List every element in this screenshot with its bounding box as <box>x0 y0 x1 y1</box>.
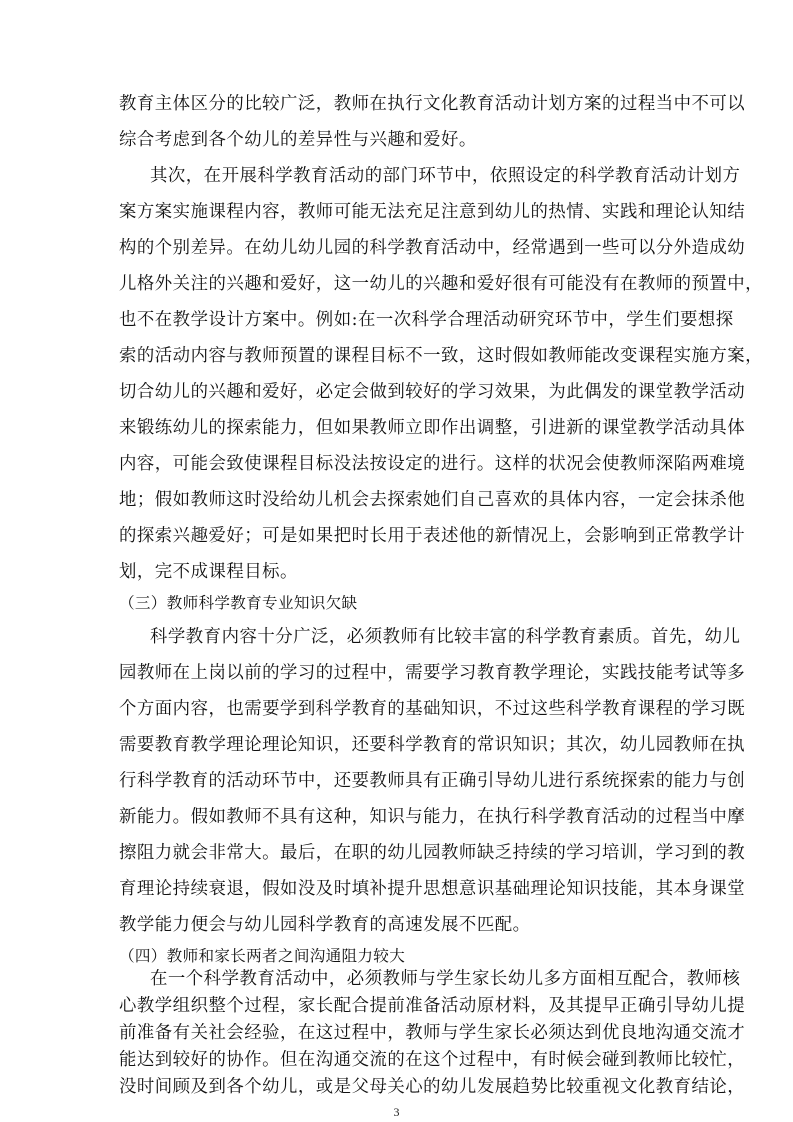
text-line: 的探索兴趣爱好；可是如果把时长用于表述他的新情况上，会影响到正常教学计 <box>119 526 746 546</box>
text-line: 地；假如教师这时没给幼儿机会去探索她们自己喜欢的具体内容，一定会抹杀他 <box>119 490 746 510</box>
paragraph-first-line: 其次，在开展科学教育活动的部门环节中，依照设定的科学教育活动计划方 <box>150 166 741 186</box>
text-line: 育理论持续衰退，假如没及时填补提升思想意识基础理论知识技能，其本身课堂 <box>119 879 746 899</box>
text-line: 来锻练幼儿的探索能力，但如果教师立即作出调整，引进新的课堂教学活动具体 <box>119 418 746 438</box>
paragraph-first-line: 科学教育内容十分广泛，必须教师有比较丰富的科学教育素质。首先，幼儿 <box>150 627 741 647</box>
text-line: 儿格外关注的兴趣和爱好，这一幼儿的兴趣和爱好很有可能没有在教师的预置中， <box>119 274 764 294</box>
text-line: 索的活动内容与教师预置的课程目标不一致，这时假如教师能改变课程实施方案， <box>119 346 764 366</box>
text-line: 个方面内容，也需要学到科学教育的基础知识，不过这些科学教育课程的学习既 <box>119 699 746 719</box>
text-line: 案方案实施课程内容，教师可能无法充足注意到幼儿的热情、实践和理论认知结 <box>119 202 746 222</box>
text-line: 没时间顾及到各个幼儿，或是父母关心的幼儿发展趋势比较重视文化教育结论， <box>119 1077 746 1097</box>
text-line: 需要教育教学理论理论知识，还要科学教育的常识知识；其次，幼儿园教师在执 <box>119 735 746 755</box>
section-heading: （四）教师和家长两者之间沟通阻力较大 <box>119 947 406 965</box>
text-line: 内容，可能会致使课程目标没法按设定的进行。这样的状况会使教师深陷两难境 <box>119 454 746 474</box>
text-line: 综合考虑到各个幼儿的差异性与兴趣和爱好。 <box>119 130 477 150</box>
text-line: 行科学教育的活动环节中，还要教师具有正确引导幼儿进行系统探索的能力与创 <box>119 771 746 791</box>
section-heading: （三）教师科学教育专业知识欠缺 <box>119 594 358 612</box>
text-line: 划，完不成课程目标。 <box>119 562 298 582</box>
text-line: 构的个别差异。在幼儿幼儿园的科学教育活动中，经常遇到一些可以分外造成幼 <box>119 238 746 258</box>
text-line: 心教学组织整个过程，家长配合提前准备活动原材料，及其提早正确引导幼儿提 <box>119 996 746 1016</box>
text-line: 教育主体区分的比较广泛，教师在执行文化教育活动计划方案的过程当中不可以 <box>119 94 746 114</box>
text-line: 能达到较好的协作。但在沟通交流的在这个过程中，有时候会碰到教师比较忙， <box>119 1050 746 1070</box>
text-line: 园教师在上岗以前的学习的过程中，需要学习教育教学理论，实践技能考试等多 <box>119 663 746 683</box>
text-line: 切合幼儿的兴趣和爱好，必定会做到较好的学习效果，为此偶发的课堂教学活动 <box>119 382 746 402</box>
paragraph-first-line: 在一个科学教育活动中，必须教师与学生家长幼儿多方面相互配合，教师核 <box>150 969 741 989</box>
text-line: 擦阻力就会非常大。最后，在职的幼儿园教师缺乏持续的学习培训，学习到的教 <box>119 843 746 863</box>
text-line: 新能力。假如教师不具有这种，知识与能力，在执行科学教育活动的过程当中摩 <box>119 807 746 827</box>
text-line: 也不在教学设计方案中。例如:在一次科学合理活动研究环节中，学生们要想探 <box>119 310 734 330</box>
page-number: 3 <box>393 1105 400 1119</box>
text-line: 前准备有关社会经验，在这过程中，教师与学生家长必须达到优良地沟通交流才 <box>119 1023 746 1043</box>
text-line: 教学能力便会与幼儿园科学教育的高速发展不匹配。 <box>119 915 531 935</box>
